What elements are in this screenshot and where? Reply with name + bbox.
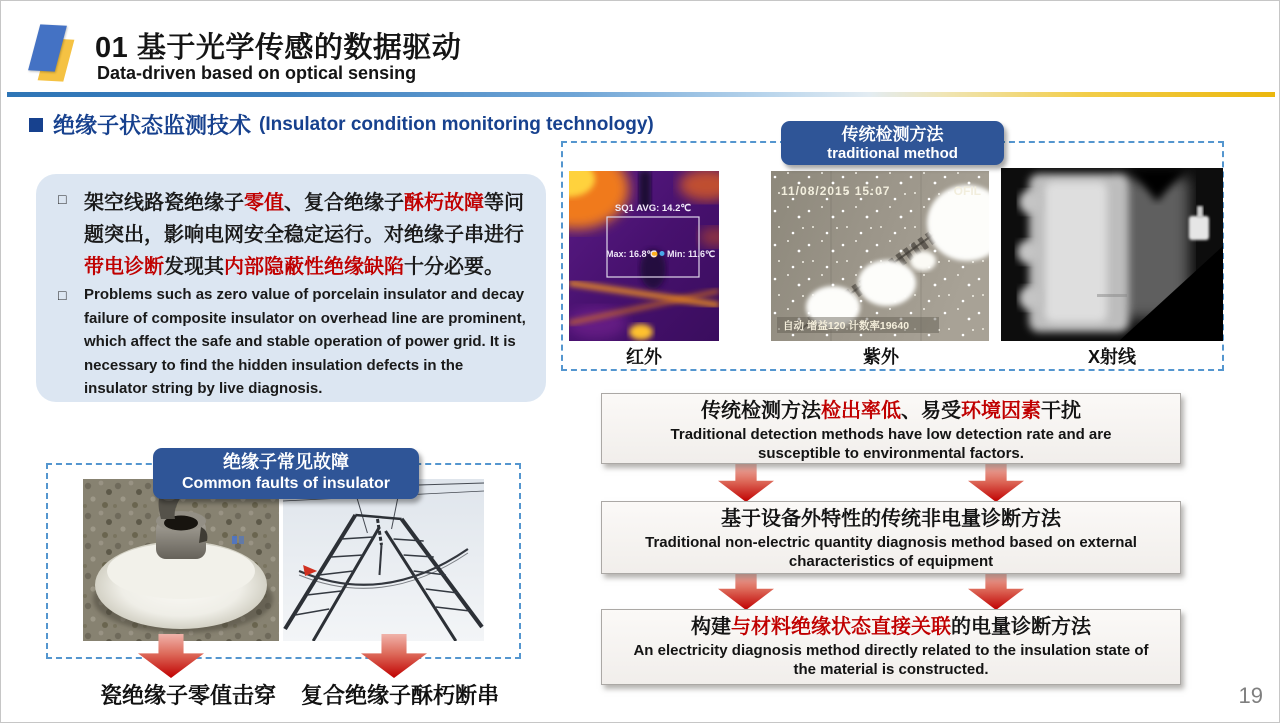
uv-corona-image bbox=[771, 171, 989, 341]
section-title-row bbox=[29, 109, 654, 140]
bullet-square-icon: □ bbox=[58, 287, 67, 303]
intro-zh-row bbox=[58, 187, 528, 283]
bullet-square-icon: □ bbox=[58, 191, 67, 207]
banner-title-zh: 绝缘子常见故障 bbox=[223, 452, 349, 472]
common-faults-banner bbox=[153, 448, 419, 499]
header-title: 01 基于光学传感的数据驱动 bbox=[95, 32, 462, 64]
down-arrow-icon bbox=[718, 464, 774, 502]
label-xray: X射线 bbox=[1087, 347, 1137, 367]
page-number: 19 bbox=[1238, 683, 1263, 708]
banner-title-en: Common faults of insulator bbox=[182, 475, 390, 492]
label-infrared: 红外 bbox=[626, 347, 662, 367]
flow-box-3 bbox=[601, 609, 1181, 685]
ir-max-reading: Max: 16.8℃ bbox=[606, 249, 657, 259]
down-arrow-icon bbox=[968, 464, 1024, 502]
porcelain-insulator-photo bbox=[83, 479, 279, 641]
infrared-photo bbox=[569, 171, 719, 341]
flow-box-1 bbox=[601, 393, 1181, 464]
down-arrow-icon bbox=[968, 572, 1024, 610]
flow-box-3-subtitle: An electricity diagnosis method directly related to the insulation state of the material is constructed. bbox=[633, 642, 1149, 678]
label-ultraviolet: 紫外 bbox=[863, 347, 899, 367]
blue-stamp-mark bbox=[232, 536, 237, 544]
xray-image bbox=[1001, 168, 1223, 341]
header-subtitle: Data-driven based on optical sensing bbox=[97, 63, 417, 83]
flow-box-1-title: 传统检测方法检出率低、易受环境因素干扰 bbox=[701, 400, 1081, 422]
down-arrow-icon bbox=[718, 572, 774, 610]
uv-settings-readout: 自动 增益120 计数率19640 bbox=[783, 320, 910, 332]
section-title-en: (Insulator condition monitoring technology) bbox=[259, 113, 654, 135]
tower-broken-string-photo bbox=[283, 479, 484, 641]
flow-box-1-subtitle: Traditional detection methods have low detection rate and are susceptible to environmental factors. bbox=[670, 426, 1112, 462]
infrared-thermal-image bbox=[569, 171, 719, 341]
intro-zh-text: 架空线路瓷绝缘子零值、复合绝缘子酥朽故障等问题突出，影响电网安全稳定运行。对绝缘子串进行带电诊断发现其内部隐蔽性绝缘缺陷十分必要。 bbox=[84, 192, 524, 278]
flow-box-2 bbox=[601, 501, 1181, 574]
intro-en-text: Problems such as zero value of porcelain insulator and decay failure of composite insulator on overhead line are prominent, which affect the safe and stable operation of power grid. It is necessary to find the hidden insulation defects in the insulator string by live diagnosis. bbox=[84, 286, 526, 397]
header-divider-line bbox=[7, 92, 1275, 97]
ir-coldspot-marker-icon bbox=[660, 251, 665, 256]
fault-label-porcelain: 瓷绝缘子零值击穿 bbox=[99, 683, 277, 708]
section-title-zh: 绝缘子状态监测技术 bbox=[53, 113, 252, 138]
flow-box-2-subtitle: Traditional non-electric quantity diagnosis method based on external characteristics of equipment bbox=[645, 534, 1137, 570]
ultraviolet-photo bbox=[771, 171, 989, 341]
intro-en-row bbox=[58, 283, 528, 401]
banner-title-en: traditional method bbox=[827, 145, 958, 162]
ir-avg-reading: SQ1 AVG: 14.2℃ bbox=[614, 203, 692, 214]
flow-box-2-title: 基于设备外特性的传统非电量诊断方法 bbox=[721, 508, 1061, 530]
uv-timestamp: 11/08/2015 15:07 bbox=[781, 184, 891, 198]
flow-box-3-title: 构建与材料绝缘状态直接关联的电量诊断方法 bbox=[691, 616, 1091, 638]
uv-brand-label: OFIL bbox=[953, 184, 981, 198]
intro-text-box bbox=[36, 174, 546, 402]
ir-min-reading: Min: 11.6℃ bbox=[667, 249, 716, 259]
xray-photo bbox=[1001, 168, 1223, 341]
fault-label-composite: 复合绝缘子酥朽断串 bbox=[300, 683, 500, 708]
traditional-methods-banner bbox=[781, 121, 1004, 165]
section-bullet-square-icon bbox=[29, 118, 43, 132]
tower-image bbox=[283, 479, 484, 641]
banner-title-zh: 传统检测方法 bbox=[841, 125, 944, 144]
porcelain-insulator-image bbox=[83, 479, 279, 641]
